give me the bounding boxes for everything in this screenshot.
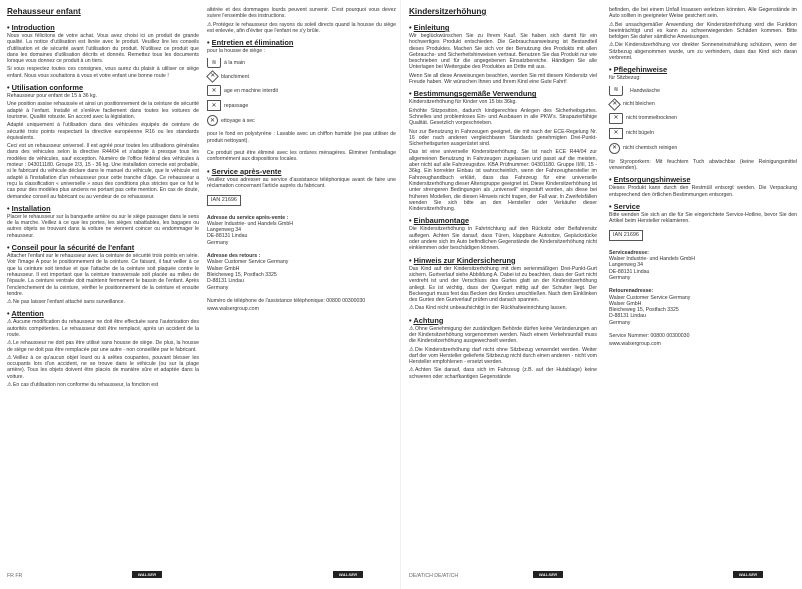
paragraph: Si vous respectez toutes ces consignes, vous aurez du plaisir à utiliser ce siège enfant. Nous vous souhaitons à vous et votre enfant une bonne route !: [7, 66, 199, 79]
care-symbol-row: ✕ repassage: [207, 100, 396, 111]
no-dry-clean-icon: ✕: [207, 115, 218, 126]
brand-logo: WALSER: [333, 571, 363, 578]
paragraph: Nur zur Benutzung in Fahrzeugen geeignet, die mit nach der ECE-Regelung Nr. 16 oder nach anderen vergleichbaren Standards genehmigten Drei-Punkt-Sicherheitsgurten ausgerüstet sind.: [409, 128, 597, 148]
warning-triangle-icon: ⚠: [207, 21, 212, 28]
footer-language-code: DE/AT/CH DE/AT/CH: [409, 573, 459, 579]
section-heading-introduction: • Introduction: [7, 23, 55, 32]
paragraph: Das Kind auf der Kindersitzerhöhung mit dem serienmäßigen Drei-Punkt-Gurt sichern. Gurtverlauf siehe Abbildung A. Dabei ist zu beachten, dass der Gurt nicht verdreht ist und der Verschluss des Gurtes glatt an der Kindersitzerhöhung anliegt. Es ist wichtig, dass der Quergurt mittig auf der Schulter liegt. Der Beckengurt muss fest das Becken des Kindes umschließen. Nach dem Einklinken des Gurtes den Gurtverlauf prüfen und danach spannen.: [409, 265, 597, 304]
warning-item: ⚠Ne pas laisser l'enfant attaché sans surveillance.: [7, 299, 125, 306]
paragraph: Dieses Produkt kann durch den Restmüll entsorgt werden. Die Verpackung entsprechend den örtlichen Bestimmungen entsorgen.: [609, 185, 797, 198]
warning-triangle-icon: ⚠: [7, 382, 12, 389]
paragraph: befinden, die bei einem Unfall Insassen verletzen könnten. Alle Gegenstände im Auto sollten in geeigneter Weise gesichert sein.: [609, 7, 797, 20]
hand-wash-icon: ≋: [609, 86, 623, 96]
paragraph: Une position assise rehaussée et ainsi un positionnement de la ceinture de sécurité adapté à l'enfant. Installé et s'enlève facilement dans toutes les voitures de tourisme. Qualité robuste. En accord avec la législation.: [7, 101, 199, 120]
brand-logo: WALSER: [733, 571, 763, 578]
section-heading-einbaumontage: • Einbaumontage: [409, 216, 470, 226]
paragraph: Ce produit peut être éliminé avec les ordures ménagères. Éliminer l'emballage conformément aux dispositions locales.: [207, 150, 396, 163]
section-heading-achtung: • Achtung: [409, 315, 444, 325]
address-line: Bleicheweg 15, Postfach 3325: [609, 307, 679, 314]
warning-triangle-icon: ⚠: [7, 319, 12, 326]
address-line: Germany: [207, 284, 229, 291]
address-heading: Adresse des retours :: [207, 253, 261, 260]
page-title: Rehausseur enfant: [7, 7, 81, 16]
care-symbol-row: ✕ blanchiment: [207, 72, 396, 81]
paragraph: Adapté uniquement à l'utilisation dans des véhicules équipés de ceinture de sécurité trois points respectant la directive européenne R16 ou les standards équivalents.: [7, 122, 199, 141]
footer-language-code: FR FR: [7, 573, 23, 579]
warning-item: ⚠Bei unsachgemäßer Anwendung der Kindersitzerhöhung wird die Funktion beeinträchtigt und es kann zu schwerwiegenden Schäden kommen. Bitte befolgen Sie daher sämtliche Anweisungen.: [609, 21, 797, 41]
address-line: Walser Customer Service Germany: [609, 294, 691, 301]
right-page-column-1: [409, 7, 597, 382]
ian-box: IAN 21696: [609, 230, 643, 240]
no-iron-icon: ✕: [609, 128, 623, 139]
warning-triangle-icon: ⚠: [409, 325, 414, 332]
address-line: D-88131 Lindau: [609, 313, 646, 320]
paragraph: Veuillez vous adresser au service d'assistance téléphonique avant de faire une réclamation concernant l'article auprès du fabricant.: [207, 176, 396, 189]
warning-triangle-icon: ⚠: [409, 346, 414, 353]
paragraph: Wenn Sie all diese Anweisungen beachten, werden Sie mit diesem Kindersitz viel Freude haben. Wir wünschen Ihnen und Ihrem Kind eine Gute Fahrt!: [409, 72, 597, 86]
warning-triangle-icon: ⚠: [409, 367, 414, 374]
paragraph: Wir beglückwünschen Sie zu Ihrem Kauf. Sie haben sich damit für ein hochwertiges Produkt entschieden. Die Gebrauchsanweisung ist Bestandteil dieses Produktes. Machen Sie sich vor der Benutzung des Produkts mit allen Gebrauchs- und Sicherheitshinweisen vertraut. Benutzen Sie das Produkt nur wie beschrieben und für die angegebenen Einsatzbereiche. Händigen Sie alle Unterlagen bei Weitergabe des Produktes an Dritte mit aus.: [409, 33, 597, 71]
warning-item: ⚠Protégez le rehausseur des rayons du soleil directs quand la housse du siège est enlevée, afin d'éviter que l'enfant ne s'y brûle.: [207, 21, 396, 34]
address-line: Walser Industrie- und Handels GmbH: [207, 220, 294, 227]
care-symbol-row: ✕ nicht bügeln: [609, 128, 797, 139]
warning-item: ⚠Le rehausseur ne doit pas être utilisé sans housse de siège. De plus, la housse de siège ne doit pas être remplacée par une autre - non conseillée par le fabricant.: [7, 340, 199, 353]
paragraph: Placer le rehausseur sur la banquette arrière ou sur le siège passager dans le sens de la marche. Veillez à ce que les portes, les sièges rabattables, les bagages ou autres objets se trouvant dans la voiture ne viennent coincer ou endommager le rehausseur.: [7, 213, 199, 239]
section-heading-pflegehinweise: • Pflegehinweise: [609, 65, 668, 75]
address-line: Bleicheweg 15, Postfach 3325: [207, 271, 277, 278]
warning-item: ⚠Achten Sie darauf, dass sich im Fahrzeug (z.B. auf der Hutablage) keine schweren oder scharfkantigen Gegenstände: [409, 367, 597, 380]
section-heading-service: • Service après-vente: [207, 166, 282, 176]
warning-item: ⚠Das Kind nicht unbeaufsichtigt in der Rückhalteeinrichtung lassen.: [409, 305, 567, 312]
page-title: Kindersitzerhöhung: [409, 7, 487, 16]
section-heading-care: • Entretien et élimination: [207, 38, 294, 48]
paragraph: für Sitzbezug:: [609, 75, 641, 82]
warning-item: ⚠Aucune modification du rehausseur ne doit être effectuée sans l'autorisation des autorités compétentes. Le rehausseur doit être remplacé, après un accident de la route.: [7, 319, 199, 338]
address-line: Walser Customer Service Germany: [207, 259, 289, 266]
address-line: Germany: [207, 239, 229, 246]
address-line: D-88131 Lindau: [207, 278, 244, 285]
paragraph: Nous vous félicitons de votre achat. Vous avez choisi ici un produit de grande qualité. La notice d'utilisation est livrée avec le produit. Veuillez lire les conseils d'utilisation et de sécurité avant l'utilisation du produit. N'utilisez ce produit que dans les domaines d'utilisation décrits et donnés. Remettez tous les documents lorsque vous donnez ce produit à un tiers.: [7, 33, 199, 65]
right-page-column-2: [609, 7, 797, 350]
address-heading: Retourenadresse:: [609, 288, 654, 295]
page-divider: [400, 0, 401, 589]
section-heading-installation: • Installation: [7, 203, 51, 213]
care-symbol-row: ✕ ettoyage à sec: [207, 115, 396, 126]
address-line: DE-88131 Lindau: [207, 233, 248, 240]
care-symbol-row: ✕ age en machine interdit: [207, 85, 396, 96]
warning-item: ⚠Ohne Genehmigung der zuständigen Behörde dürfen keine Veränderungen an der Kindersitzerhöhung vorgenommen werden. Nach einem Verkehrsunfall muss die Kindersitzerhöhung ausgewechselt werden.: [409, 325, 597, 345]
no-iron-icon: ✕: [207, 100, 221, 111]
warning-triangle-icon: ⚠: [409, 305, 414, 312]
address-line: Germany: [609, 274, 631, 281]
paragraph: Rehausseur pour enfant de 15 à 36 kg.: [7, 93, 97, 100]
address-heading: Serviceadresse:: [609, 249, 649, 256]
care-symbol-row: ✕ nicht bleichen: [609, 100, 797, 109]
warning-item: ⚠En cas d'utilisation non conforme du rehausseur, la fonction est: [7, 382, 159, 389]
paragraph: für Styroporkern: Mit feuchtem Tuch abwischbar (keine Reinigungsmittel verwenden).: [609, 158, 797, 171]
section-heading-verwendung: • Bestimmungsgemäße Verwendung: [409, 89, 537, 99]
section-heading-usage: • Utilisation conforme: [7, 83, 84, 93]
ian-box: IAN 21696: [207, 195, 241, 205]
section-heading-einleitung: • Einleitung: [409, 23, 450, 32]
paragraph: Die Kindersitzerhöhung in Fahrtrichtung auf den Rücksitz oder Beifahrersitz auflegen. Achten Sie darauf, dass Türen, klappbare Autositze, Gepäckstücke oder andere sich im Auto befindlichen Gegenstände die Kindersitzerhöhung nicht einklemmen oder beschädigen können.: [409, 226, 597, 252]
section-heading-attention: • Attention: [7, 309, 44, 319]
no-tumble-dry-icon: ✕: [207, 85, 221, 96]
care-symbol-row: ≋ Handwäsche: [609, 86, 797, 96]
phone-number: Service Nummer: 00800 00300030: [609, 333, 690, 340]
care-symbol-row: ✕ nicht chemisch reinigen: [609, 143, 797, 154]
section-heading-entsorgung: • Entsorgungshinweise: [609, 175, 691, 185]
care-symbol-row: ≋ à la main: [207, 58, 396, 68]
address-line: Langenweg 34: [609, 262, 644, 269]
hand-wash-icon: ≋: [207, 58, 221, 68]
paragraph: altérée et des dommages lourds peuvent survenir. C'est pourquoi vous devez suivre l'ensemble des instructions.: [207, 7, 396, 20]
warning-item: ⚠Die Kindersitzerhöhung darf nicht ohne Sitzbezug verwendet werden. Weiter darf der vom Hersteller gelieferte Sitzbezug nicht durch einen anderen - nicht vom Hersteller empfohlenen - ersetzt werden.: [409, 346, 597, 366]
warning-item: ⚠Die Kindersitzerhöhung vor direkter Sonneneinstrahlung schützen, wenn der Sitzbezug abgenommen wurde, um zu verhindern, dass das Kind sich daran verbrennt.: [609, 42, 797, 62]
website: www.walsergroup.com: [609, 341, 661, 348]
paragraph: Ceci est un rehausseur universel. Il est agréé pour toutes les utilisations générales dans des véhicules selon la directive R44/04 et s'adapte à presque tous les modèles de véhicules, sauf exception. Numéro de l'office fédéral des véhicules à moteur : 043011180. Groupe 2/3, 15 - 36 kg. Une installation correcte est probable, si le fabricant du véhicule déclare dans le manuel du véhicule, que le véhicule est adapté à l'installation d'un rehausseur pour cette tranche d'âge. Ce rehausseur a reçu la classification « universelle » sous des conditions plus strictes que ce fut le cas pour des modèles plus anciens ne portant pas cette mention. En cas de doute, demandez conseil au fabricant ou au vendeur de ce rehausseur.: [7, 143, 199, 200]
warning-triangle-icon: ⚠: [7, 299, 12, 306]
address-line: Walser Industrie- und Handels GmbH: [609, 256, 696, 263]
paragraph: Bitte wenden Sie sich an die für Sie eingerichtete Service-Hotline, bevor Sie den Artikel beim Hersteller reklamieren.: [609, 211, 797, 225]
address-line: DE-88131 Lindau: [609, 268, 650, 275]
paragraph: Kindersitzerhöhung für Kinder von 15 bis 36kg.: [409, 99, 517, 106]
address-heading: Adresse du service après-vente :: [207, 214, 289, 221]
paragraph: pour la housse de siège :: [207, 48, 265, 55]
address-line: Walser GmbH: [207, 265, 240, 272]
no-dry-clean-icon: ✕: [609, 143, 620, 154]
warning-item: ⚠Veillez à ce qu'aucun objet lourd ou à arêtes coupantes, pouvant blesser les occupants lors d'un accident, ne se trouve dans le véhicule (ou sur la plage arrière). Tous les objets doivent être placés de manière sûre et adaptée dans la voiture.: [7, 354, 199, 380]
website: www.walsergroup.com: [207, 306, 259, 313]
section-heading-safety: • Conseil pour la sécurité de l'enfant: [7, 243, 135, 253]
brand-logo: WALSER: [533, 571, 563, 578]
address-line: Walser GmbH: [609, 300, 642, 307]
no-tumble-dry-icon: ✕: [609, 113, 623, 124]
address-line: Germany: [609, 319, 631, 326]
phone-number: Numéro de téléphone de l'assistance téléphonique: 00800 00300030: [207, 297, 366, 304]
warning-triangle-icon: ⚠: [609, 21, 614, 28]
paragraph: Das ist eine universelle Kindersitzerhöhung. Sie ist nach ECE R44/04 zur allgemeinen Benutzung in Fahrzeugen zugelassen und passt auf die meisten, aber nicht auf alle Fahrzeugsitze. KBA Prüfnummer: 04301180. Gruppe II/III, 15 - 36kg. Ein korrekter Einbau ist wahrscheinlich, wenn der Fahrzeughersteller im Fahrzeughandbuch erklärt, dass das Fahrzeug für eine universelle Kindersitzerhöhung dieser Altersgruppe geeignet ist. Diese Kindersitzerhöhung ist unter strengeren Bedingungen als „universell" eingestuft worden, als diese bei früheren Modellen, die diesen Hinweis nicht tragen, der Fall war. In Zweifelsfällen wenden Sie sich bitte an den Hersteller oder Verkäufer dieser Kindersitzerhöhung.: [409, 149, 597, 213]
left-page-column-2: [207, 7, 396, 314]
brand-logo: WALSER: [132, 571, 162, 578]
section-heading-kindersicherung: • Hinweis zur Kindersicherung: [409, 255, 516, 265]
warning-triangle-icon: ⚠: [7, 354, 12, 361]
section-heading-service: • Service: [609, 201, 640, 211]
address-line: Langenweg 34: [207, 227, 242, 234]
paragraph: Erhöhte Sitzposition, dadurch kindgerechtes Anlegen des Sicherheitsgurtes. Schnelles und problemloses Ein- und Ausbauen in alle PKW's. Strapazierfähige Qualität. Gesetzlich vorgeschrieben.: [409, 107, 597, 127]
paragraph: Attacher l'enfant sur le rehausseur avec la ceinture de sécurité trois points en série. Voir l'image A pour le positionnement de la ceinture. Ce faisant, il faut veiller à ce que la ceinture soit tendue et que l'attache de la ceinture soit plaquée contre le rehausseur. Il est important que la ceinture transversale soit placée au milieu de l'épaule. La ceinture ventrale doit maintenir fermement le bassin de l'enfant. Après l'enclenchement de la ceinture, vérifier le positionnement de la ceinture et ensuite tendre.: [7, 253, 199, 297]
warning-triangle-icon: ⚠: [7, 340, 12, 347]
no-bleach-icon: ✕: [608, 98, 621, 111]
care-symbol-row: ✕ nicht trommeltrocknen: [609, 113, 797, 124]
no-bleach-icon: ✕: [206, 71, 219, 84]
left-page-column-1: [7, 7, 199, 390]
paragraph: pour le fond en polystyrène : Lavable avec un chiffon humide (ne pas utiliser de produit nettoyant).: [207, 131, 396, 144]
warning-triangle-icon: ⚠: [609, 42, 614, 49]
